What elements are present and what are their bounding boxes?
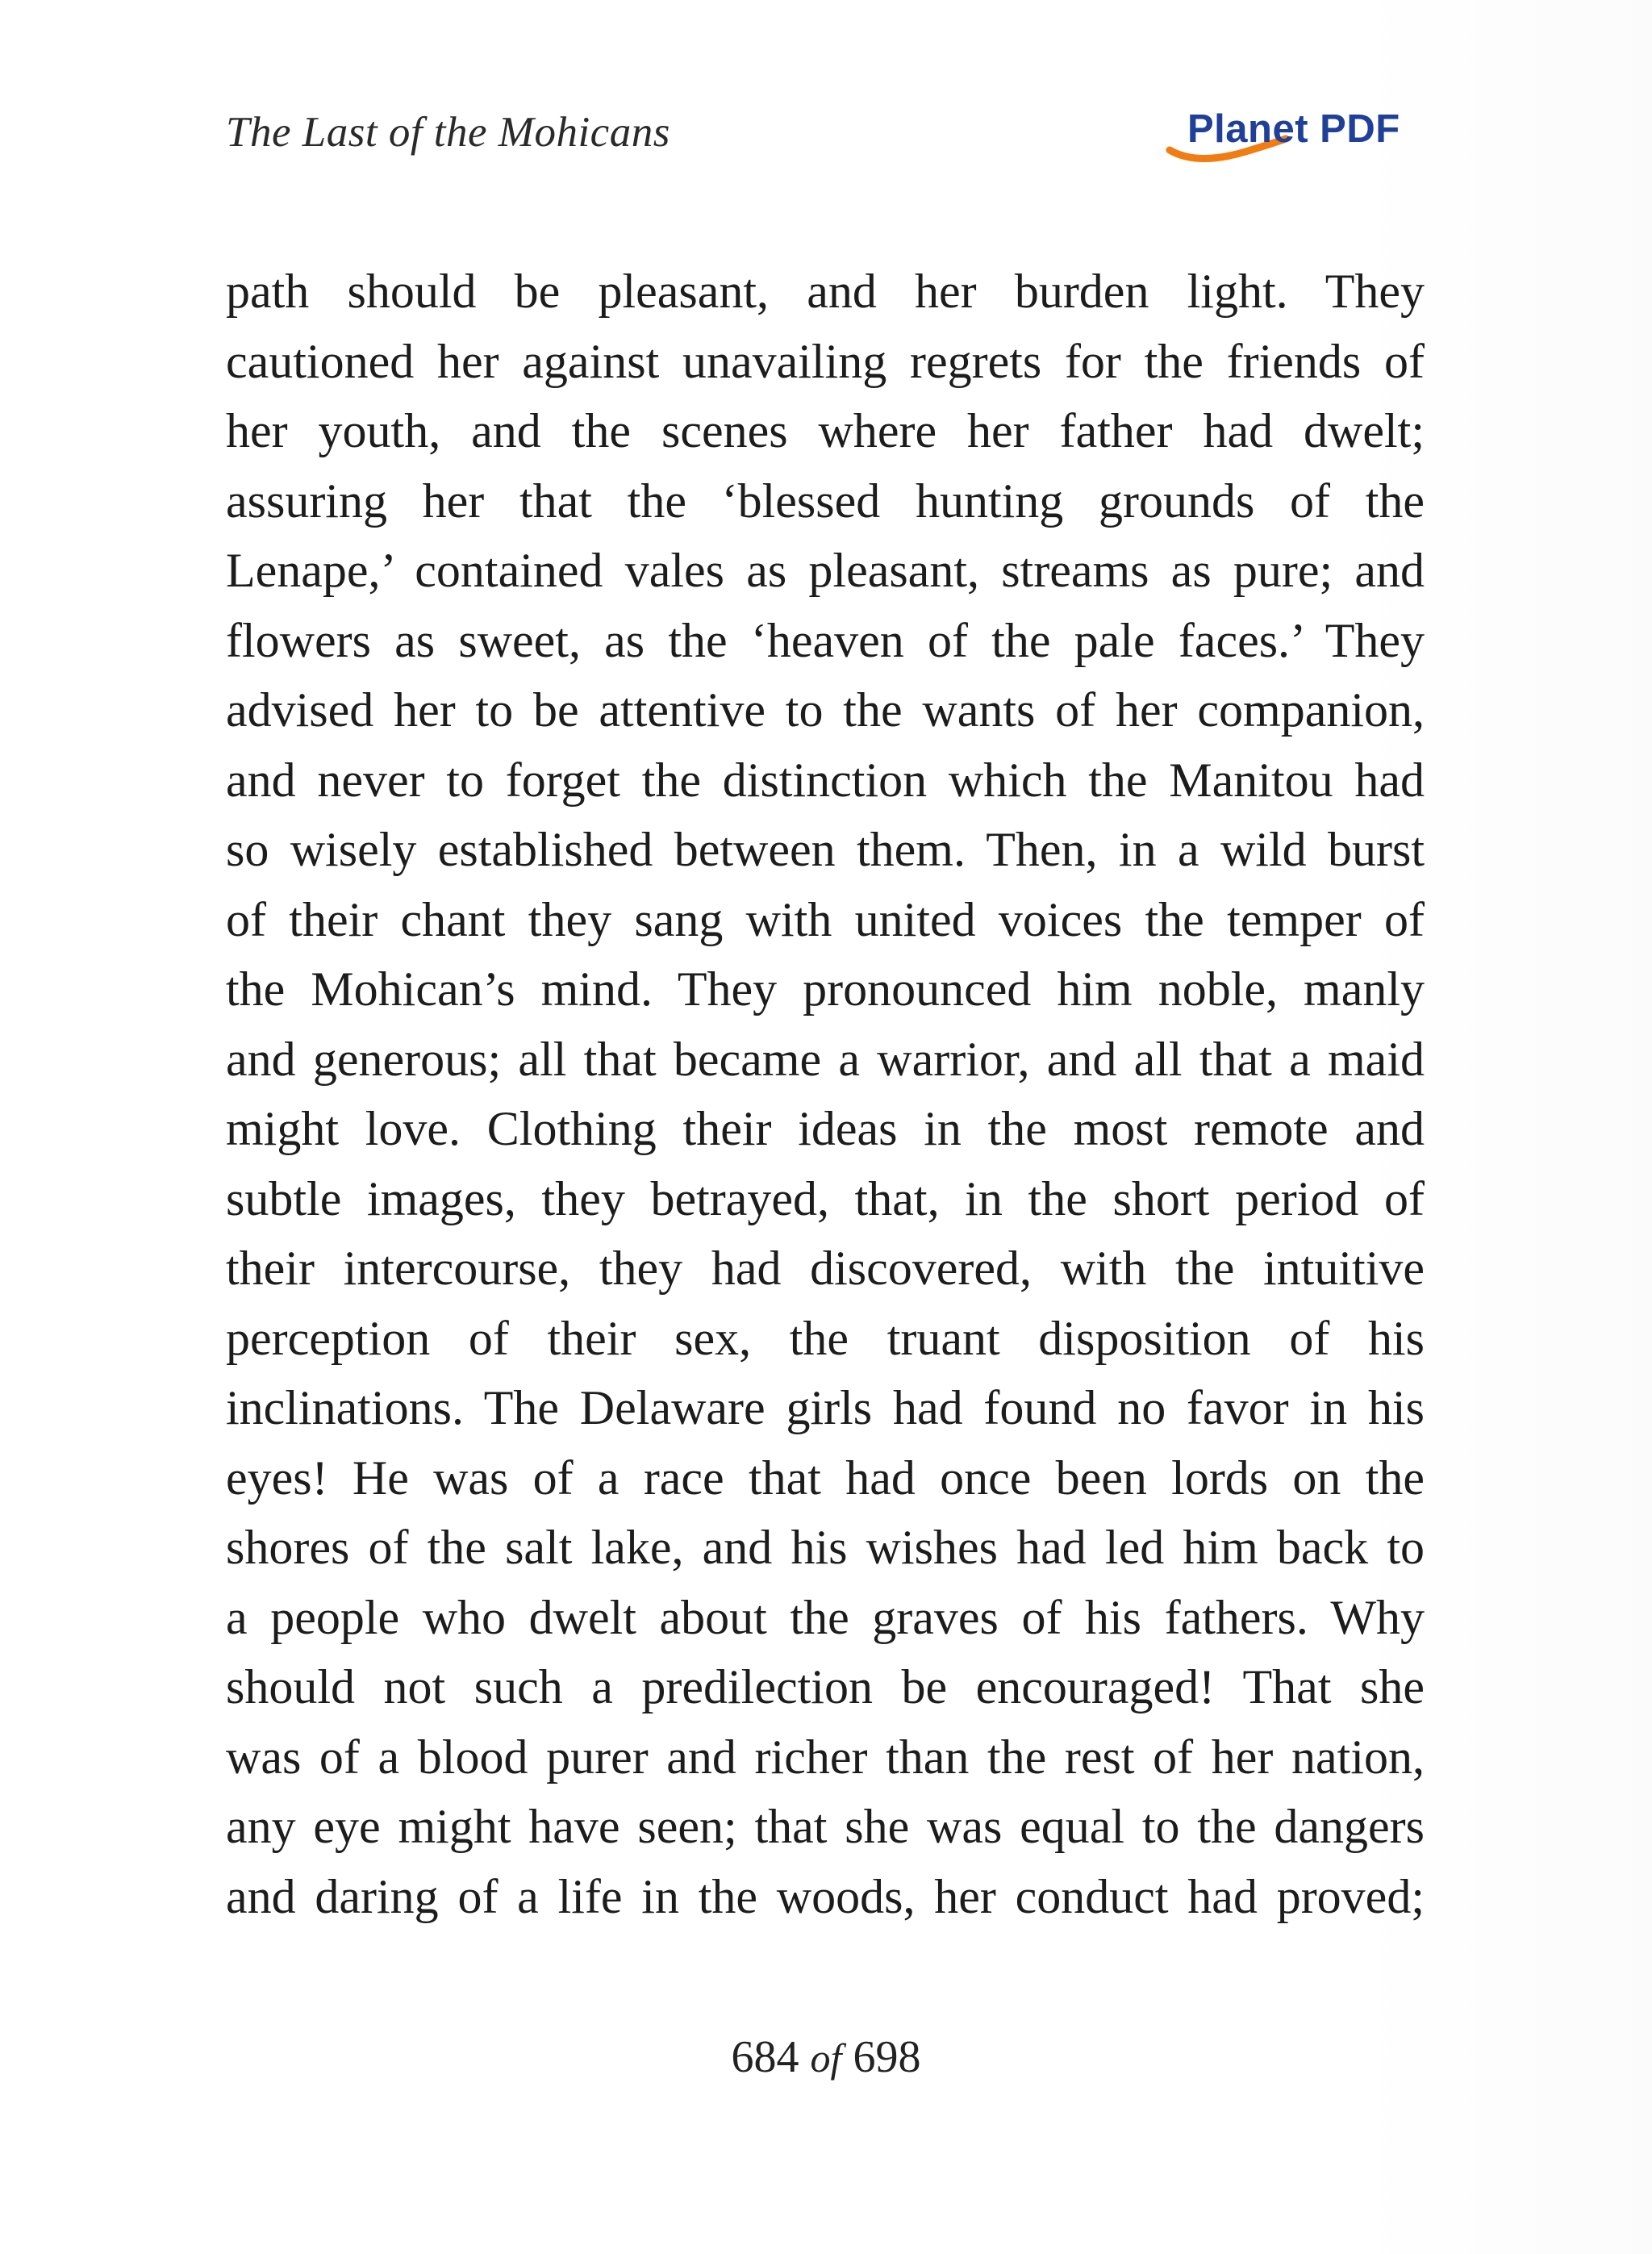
body-text: [226, 257, 1425, 1931]
text-line: a people who dwelt about the graves of his fathers. Why: [226, 1590, 1425, 1644]
text-line: any eye might have seen; that she was equal to the dangers: [226, 1800, 1425, 1853]
text-line: her youth, and the scenes where her father had dwelt;: [226, 404, 1425, 457]
text-line: flowers as sweet, as the ‘heaven of the pale faces.’ They: [226, 613, 1425, 667]
book-title: The Last of the Mohicans: [226, 109, 670, 156]
text-line: and daring of a life in the woods, her conduct had proved;: [226, 1869, 1425, 1923]
text-line: cautioned her against unavailing regrets for the friends of: [226, 334, 1425, 388]
logo-text: Planet PDF: [1187, 107, 1400, 151]
text-line: was of a blood purer and richer than the rest of her nation,: [226, 1730, 1425, 1784]
current-page: 684: [731, 2032, 799, 2082]
text-line: so wisely established between them. Then, in a wild burst: [226, 823, 1425, 876]
page-of-label: of: [810, 2035, 842, 2081]
text-line: their intercourse, they had discovered, with the intuitive: [226, 1242, 1425, 1295]
text-line: subtle images, they betrayed, that, in the short period of: [226, 1171, 1425, 1225]
text-line: of their chant they sang with united voices the temper of: [226, 892, 1425, 946]
text-line: should not such a predilection be encouraged! That she: [226, 1660, 1425, 1713]
text-line: assuring her that the ‘blessed hunting grounds of the: [226, 474, 1425, 528]
text-line: might love. Clothing their ideas in the most remote and: [226, 1102, 1425, 1155]
text-line: inclinations. The Delaware girls had found no favor in his: [226, 1381, 1425, 1434]
text-line: the Mohican’s mind. They pronounced him noble, manly: [226, 962, 1425, 1016]
planet-pdf-logo: [1165, 105, 1407, 165]
text-line: shores of the salt lake, and his wishes had led him back to: [226, 1521, 1425, 1574]
page-header: [226, 105, 1428, 186]
text-line: path should be pleasant, and her burden light. They: [226, 265, 1425, 318]
text-line: eyes! He was of a race that had once been lords on the: [226, 1450, 1425, 1505]
total-pages: 698: [853, 2032, 921, 2082]
text-line: Lenape,’ contained vales as pleasant, streams as pure; and: [226, 544, 1425, 597]
text-line: and never to forget the distinction which the Manitou had: [226, 753, 1425, 807]
text-line: perception of their sex, the truant disposition of his: [226, 1311, 1425, 1365]
text-line: advised her to be attentive to the wants of her companion,: [226, 683, 1425, 737]
page-number: [0, 2031, 1652, 2083]
text-line: and generous; all that became a warrior, and all that a maid: [226, 1032, 1425, 1086]
